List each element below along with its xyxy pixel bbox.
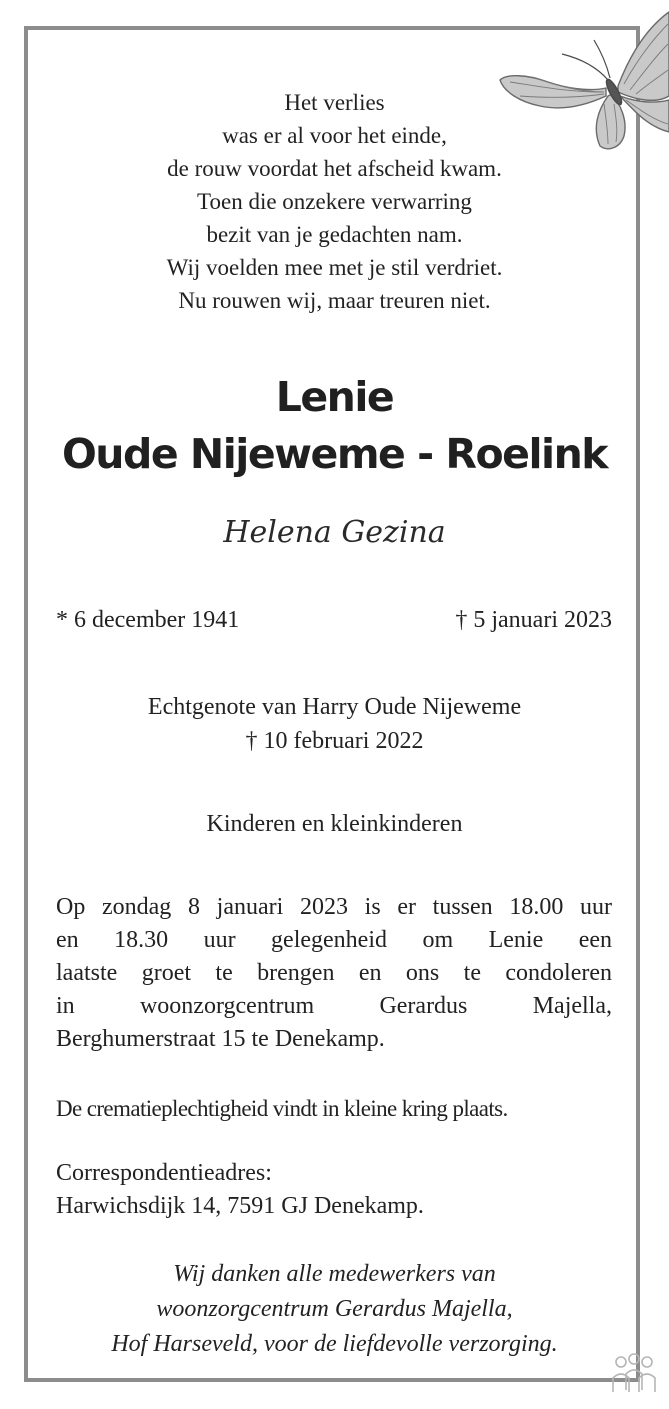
deceased-first-name: Lenie: [275, 373, 394, 421]
poem-line: Wij voelden mee met je stil verdriet.: [166, 255, 503, 280]
poem-line: Het verlies: [284, 90, 385, 115]
visitation-line: en 18.30 uur gelegenheid om Lenie een: [56, 927, 612, 953]
visitation-line: Berghumerstraat 15 te Denekamp.: [56, 1026, 385, 1052]
people-logo-icon: [608, 1352, 660, 1396]
poem: [0, 86, 669, 317]
poem-line: was er al voor het einde,: [222, 123, 447, 148]
visitation-line: laatste groet te brengen en ons te condoleren: [56, 960, 612, 986]
poem-line: bezit van je gedachten nam.: [206, 222, 463, 247]
correspondence-address: Harwichsdijk 14, 7591 GJ Denekamp.: [56, 1193, 424, 1219]
poem-line: Toen die onzekere verwarring: [197, 189, 472, 214]
thanks-line: Wij danken alle medewerkers van: [173, 1261, 496, 1287]
death-date: † 5 januari 2023: [455, 607, 612, 633]
cremation-notice: De crematieplechtigheid vindt in kleine kring plaats.: [56, 1096, 508, 1121]
visitation-paragraph: [56, 891, 612, 1056]
visitation-line: in woonzorgcentrum Gerardus Majella,: [56, 993, 612, 1019]
correspondence-label: Correspondentieadres:: [56, 1160, 272, 1186]
deceased-full-name: Oude Nijeweme - Roelink: [61, 430, 608, 478]
visitation-line: Op zondag 8 januari 2023 is er tussen 18.00 uur: [56, 894, 612, 920]
correspondence-block: [56, 1157, 612, 1223]
family-line: Kinderen en kleinkinderen: [206, 811, 463, 837]
thanks-line: woonzorgcentrum Gerardus Majella,: [156, 1296, 513, 1322]
spouse-death-date: † 10 februari 2022: [245, 728, 424, 754]
poem-line: Nu rouwen wij, maar treuren niet.: [178, 288, 491, 313]
deceased-given-names: Helena Gezina: [223, 515, 446, 550]
spouse-line: Echtgenote van Harry Oude Nijeweme: [147, 694, 522, 720]
poem-line: de rouw voordat het afscheid kwam.: [167, 156, 502, 181]
birth-date: * 6 december 1941: [56, 607, 240, 633]
thanks-paragraph: [0, 1257, 669, 1362]
thanks-line: Hof Harseveld, voor de liefdevolle verzorging.: [111, 1331, 558, 1357]
spouse-block: [0, 690, 669, 758]
